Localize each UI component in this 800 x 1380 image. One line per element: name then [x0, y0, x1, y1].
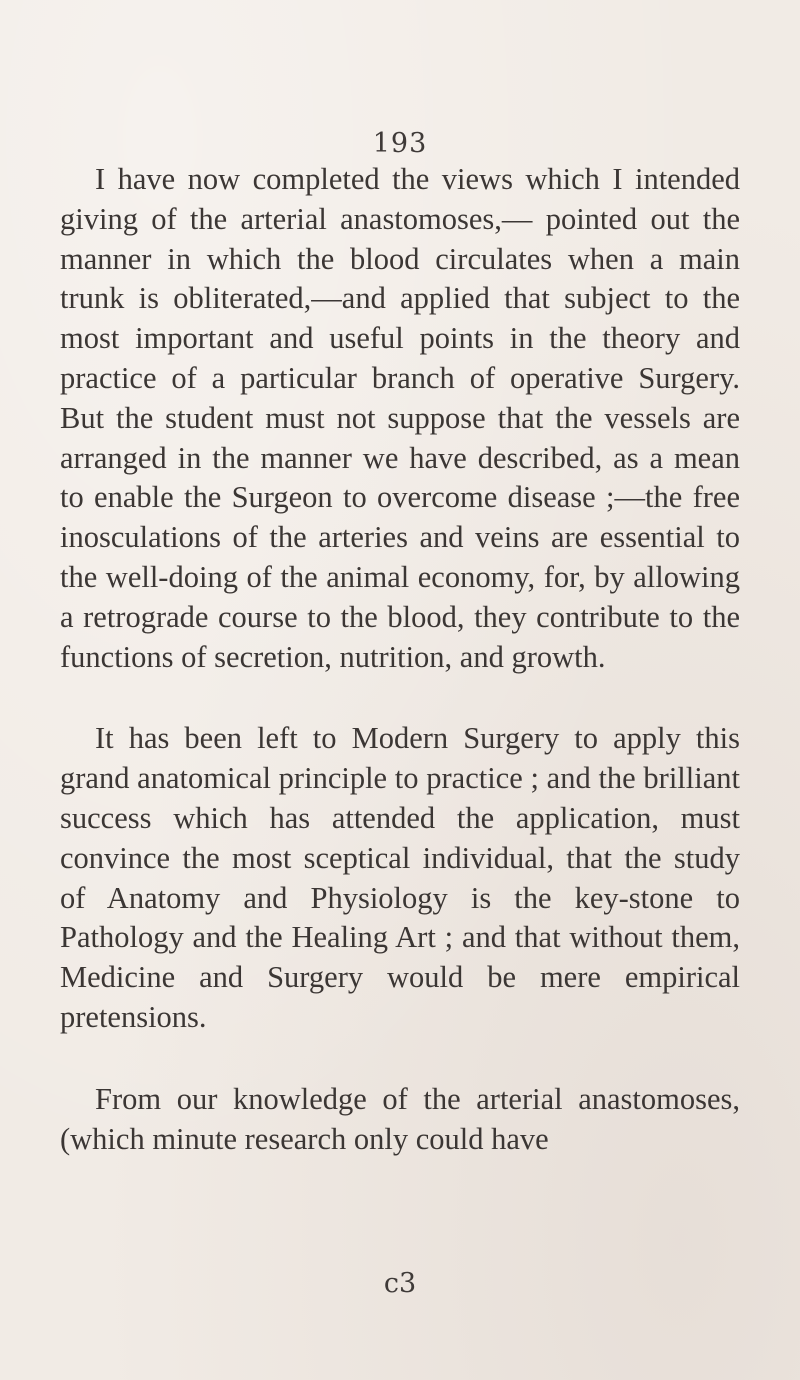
paragraph-2: It has been left to Modern Surgery to apply this grand anatomical principle to practice ; and the brilliant success which has attended the application, must convince the most sceptical individual, that the study of Anatomy and Physiology is the key-stone to Pathology and the Healing Art ; and that without them, Medicine and Surgery would be mere empirical pretensions.	[60, 721, 740, 1034]
page-number: 193	[372, 128, 428, 159]
paragraph-3: From our knowledge of the arterial anastomoses, (which minute research only could have	[60, 1081, 740, 1156]
paragraph-1: I have now completed the views which I intended giving of the arterial anastomoses,— pointed out the manner in which the blood circulates when a main trunk is obliterated,—and applied that subject to the most important and useful points in the theory and practice of a particular branch of operative Surgery. But the student must not suppose that the vessels are arranged in the manner we have described, as a mean to enable the Surgeon to overcome disease ;—the free inosculations of the arteries and veins are essential to the well-doing of the animal economy, for, by allowing a retrograde course to the blood, they contribute to the functions of secretion, nutrition, and growth.	[60, 162, 740, 674]
body-text	[60, 160, 740, 1159]
signature-mark: c3	[383, 1268, 417, 1299]
